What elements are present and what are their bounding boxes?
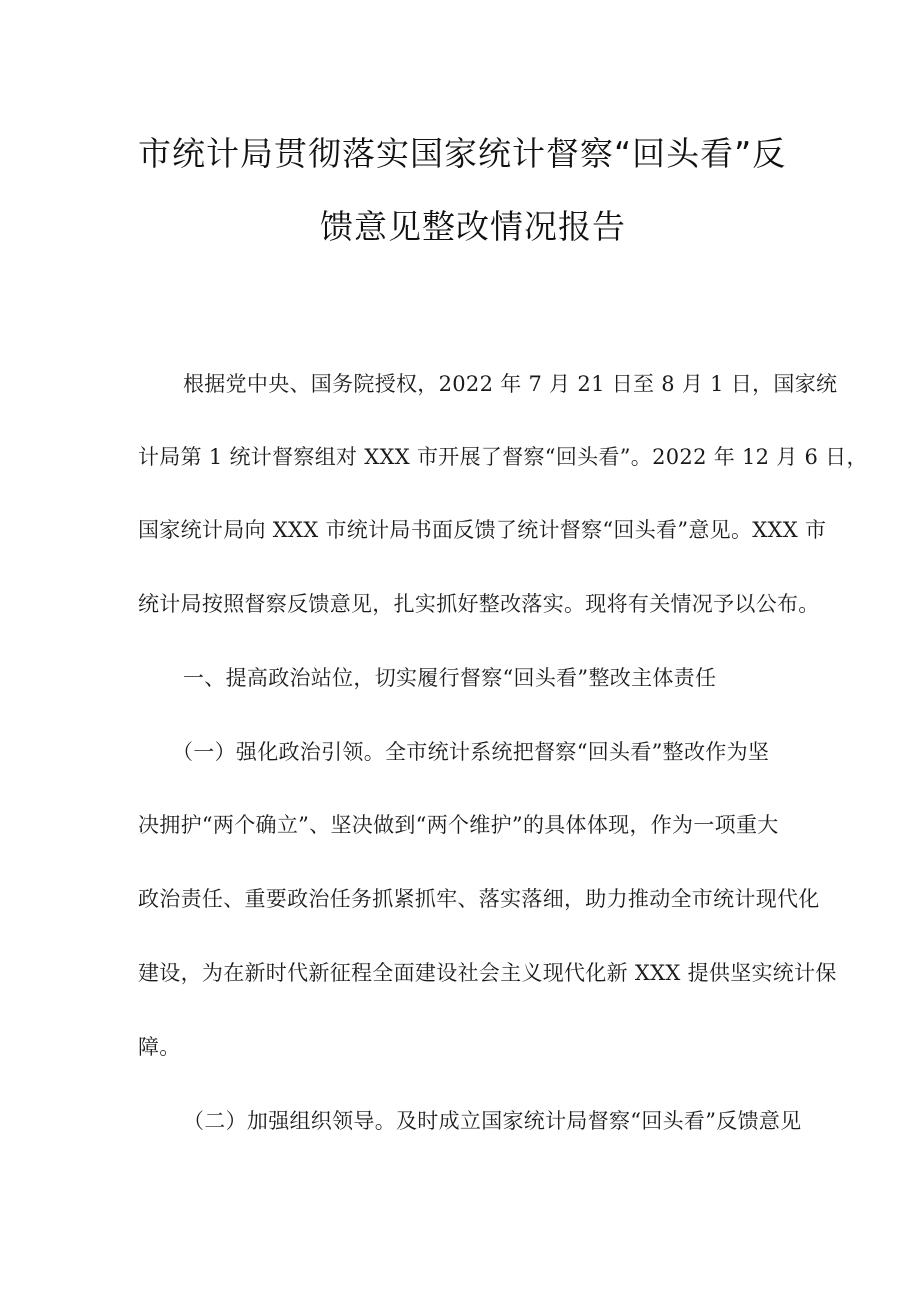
body-line: 统计局按照督察反馈意见，扎实抓好整改落实。现将有关情况予以公布。: [138, 592, 820, 616]
body-line: 建设，为在新时代新征程全面建设社会主义现代化新 XXX 提供坚实统计保: [138, 961, 837, 985]
body-line: 根据党中央、国务院授权，2022 年 7 月 21 日至 8 月 1 日，国家统: [183, 372, 838, 396]
body-line: 国家统计局向 XXX 市统计局书面反馈了统计督察“回头看”意见。XXX 市: [138, 518, 827, 542]
body-line: 决拥护“两个确立”、坚决做到“两个维护”的具体体现，作为一项重大: [138, 813, 779, 837]
document-title-line-2: 馈意见整改情况报告: [320, 207, 626, 246]
body-line: （一）强化政治引领。全市统计系统把督察“回头看”整改作为坚: [172, 740, 770, 764]
body-line: （二）加强组织领导。及时成立国家统计局督察“回头看”反馈意见: [183, 1109, 802, 1133]
document-title-line-1: 市统计局贯彻落实国家统计督察“回头看”反: [138, 134, 787, 173]
section-heading: 一、提高政治站位，切实履行督察“回头看”整改主体责任: [183, 666, 717, 690]
body-line: 障。: [138, 1035, 181, 1059]
body-line: 政治责任、重要政治任务抓紧抓牢、落实落细，助力推动全市统计现代化: [138, 887, 820, 911]
body-line: 计局第 1 统计督察组对 XXX 市开展了督察“回头看”。2022 年 12 月 6 日，: [138, 445, 868, 469]
